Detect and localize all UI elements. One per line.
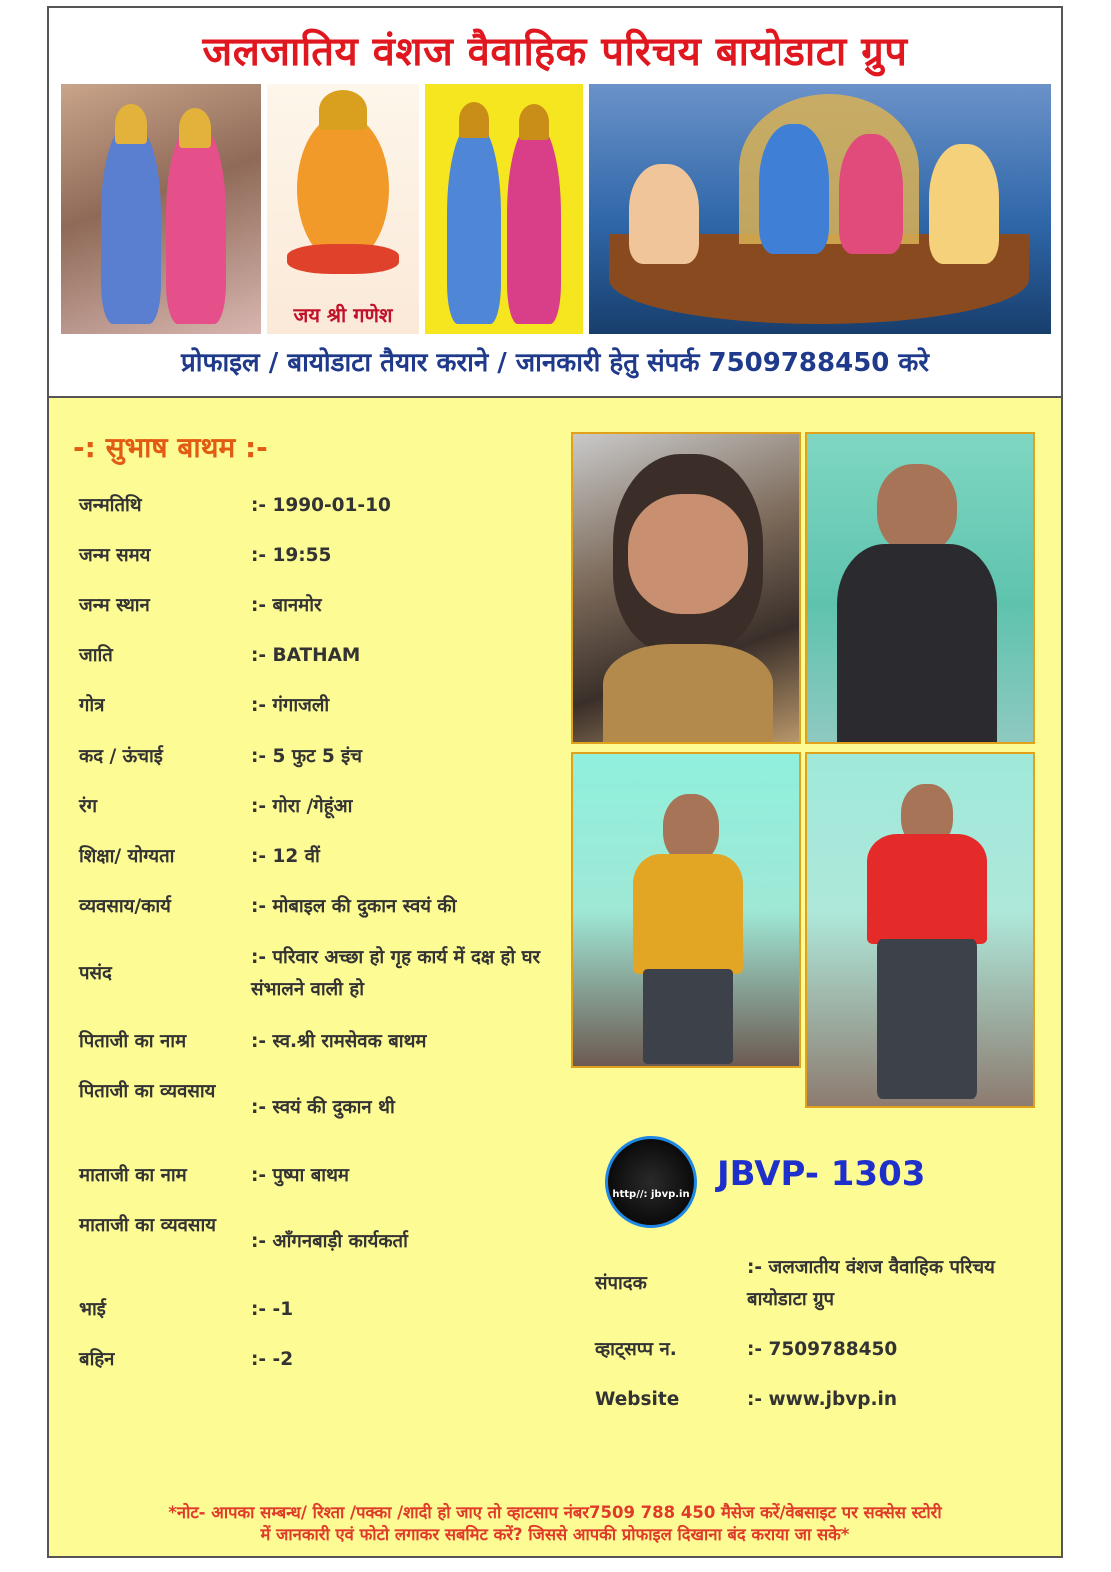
field-label: कद / ऊंचाई <box>79 746 163 767</box>
publisher-value: :- जलजातीय वंशज वैवाहिक परिचय बायोडाटा ग्रुप <box>747 1257 995 1310</box>
publisher-label: संपादक <box>595 1273 647 1294</box>
candidate-name: -: सुभाष बाथम :- <box>73 431 268 464</box>
profile-code: JBVP- 1303 <box>717 1154 926 1194</box>
field-value: :- स्वयं की दुकान थी <box>251 1097 395 1118</box>
candidate-photo-4 <box>805 752 1035 1108</box>
field-label: जन्म स्थान <box>79 595 150 616</box>
ram-sita-image-1 <box>61 84 261 334</box>
field-label: बहिन <box>79 1349 115 1370</box>
field-value: :- गोरा /गेहूंआ <box>251 796 353 817</box>
field-label: माताजी का व्यवसाय <box>79 1215 216 1236</box>
biodata-sheet <box>47 6 1063 1558</box>
logo-text: http//: jbvp.in <box>612 1189 690 1200</box>
footer-note-line-1: *नोट- आपका सम्बन्ध/ रिश्ता /पक्का /शादी हो जाए तो व्हाटसाप नंबर7509 788 450 मैसेज करें/वेबसाइट पर सक्सेस स्टोरी <box>168 1503 942 1522</box>
footer-note <box>49 1502 1061 1546</box>
field-value: :- आँगनबाड़ी कार्यकर्ता <box>251 1231 408 1252</box>
whatsapp-value: :- 7509788450 <box>747 1339 898 1360</box>
whatsapp-label: व्हाट्सप्प न. <box>595 1339 677 1360</box>
jai-shri-ganesh-caption: जय श्री गणेश <box>293 303 393 327</box>
field-value: :- गंगाजली <box>251 695 330 716</box>
field-label: पसंद <box>79 963 112 984</box>
field-value: :- 5 फुट 5 इंच <box>251 746 363 767</box>
field-value: :- -1 <box>251 1299 294 1320</box>
field-label: व्यवसाय/कार्य <box>79 896 171 917</box>
field-label: पिताजी का व्यवसाय <box>79 1081 216 1102</box>
field-value: :- 1990-01-10 <box>251 495 391 516</box>
field-label: भाई <box>79 1299 106 1320</box>
candidate-photo-1 <box>571 432 801 744</box>
field-label: शिक्षा/ योग्यता <box>79 846 175 867</box>
candidate-photo-2 <box>805 432 1035 744</box>
field-label: रंग <box>79 796 97 817</box>
ram-sita-image-2 <box>425 84 583 334</box>
candidate-photo-3 <box>571 752 801 1068</box>
field-label: पिताजी का नाम <box>79 1031 187 1052</box>
website-value: :- www.jbvp.in <box>747 1389 898 1410</box>
deity-images-strip <box>61 84 1051 334</box>
contact-line: प्रोफाइल / बायोडाटा तैयार कराने / जानकारी हेतु संपर्क 7509788450 करे <box>180 348 930 378</box>
ganesh-image <box>267 84 419 334</box>
field-label: माताजी का नाम <box>79 1165 187 1186</box>
field-label: जन्मतिथि <box>79 495 142 516</box>
field-value: :- -2 <box>251 1349 294 1370</box>
field-label: जन्म समय <box>79 545 151 566</box>
field-label: जाति <box>79 645 113 666</box>
field-value: :- BATHAM <box>251 645 361 666</box>
boat-scene-image <box>589 84 1051 334</box>
field-value: :- परिवार अच्छा हो गृह कार्य में दक्ष हो घर संभालने वाली हो <box>251 947 541 1000</box>
field-value: :- स्व.श्री रामसेवक बाथम <box>251 1031 427 1052</box>
jbvp-logo <box>605 1136 697 1228</box>
group-title: जलजातिय वंशज वैवाहिक परिचय बायोडाटा ग्रुप <box>202 29 908 75</box>
field-value: :- मोबाइल की दुकान स्वयं की <box>251 896 457 917</box>
field-value: :- पुष्पा बाथम <box>251 1165 349 1186</box>
header-banner <box>49 8 1061 398</box>
field-label: गोत्र <box>79 695 105 716</box>
field-value: :- 12 वीं <box>251 846 320 867</box>
field-value: :- बानमोर <box>251 595 322 616</box>
website-label: Website <box>595 1389 680 1410</box>
field-value: :- 19:55 <box>251 545 332 566</box>
footer-note-line-2: में जानकारी एवं फोटो लगाकर सबमिट करें? जिससे आपकी प्रोफाइल दिखाना बंद कराया जा सके* <box>260 1525 850 1544</box>
